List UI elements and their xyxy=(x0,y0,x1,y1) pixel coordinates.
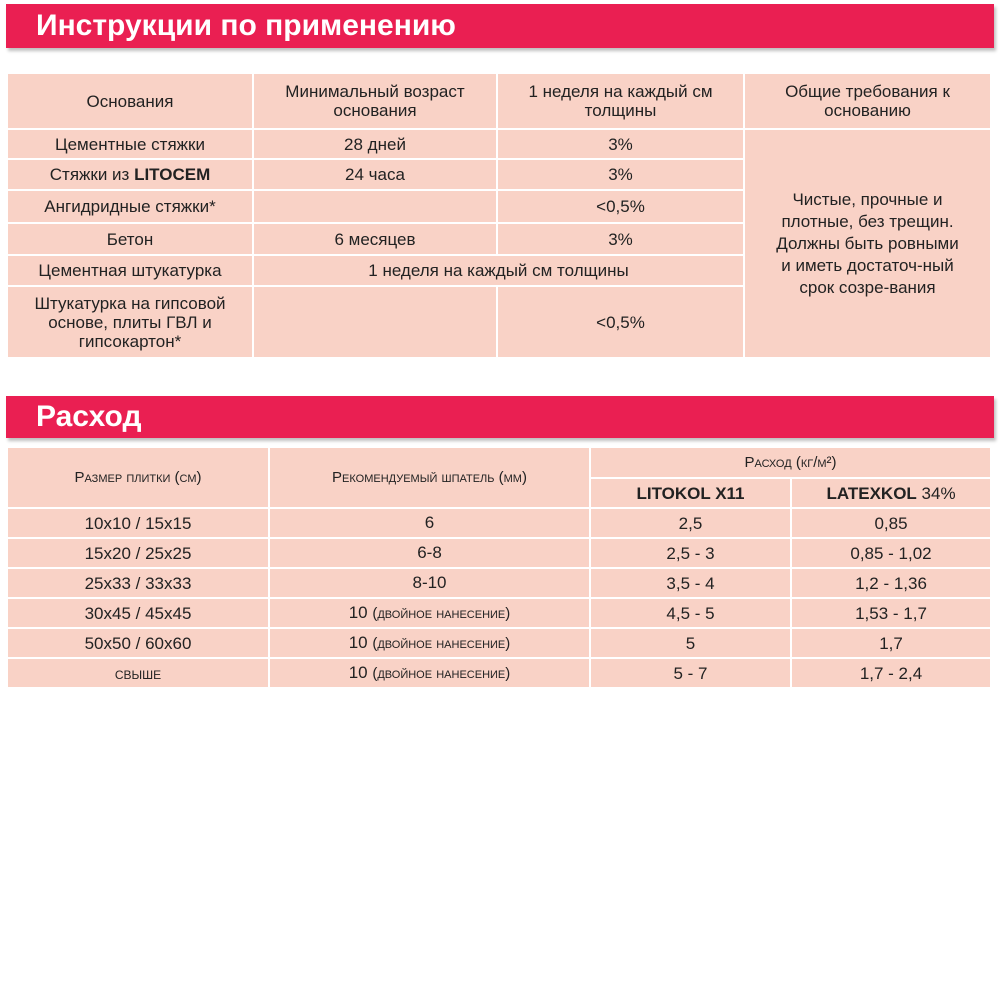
week-cell: <0,5% xyxy=(497,286,744,358)
header-cell: Общие требования к основанию xyxy=(744,73,991,129)
x11-cell: 3,5 - 4 xyxy=(590,568,791,598)
table-row xyxy=(7,598,991,628)
week-cell: 3% xyxy=(497,159,744,190)
base-cell: Цементная штукатурка xyxy=(7,255,253,286)
trowel-cell: 10 (двойное нанесение) xyxy=(269,658,590,688)
header-cell: Расход (кг/м²) xyxy=(590,447,991,478)
consumption-table xyxy=(6,446,992,689)
base-cell: Ангидридные стяжки* xyxy=(7,190,253,223)
latex-cell: 1,53 - 1,7 xyxy=(791,598,991,628)
week-cell: <0,5% xyxy=(497,190,744,223)
x11-cell: 2,5 - 3 xyxy=(590,538,791,568)
header-cell: 1 неделя на каждый см толщины xyxy=(497,73,744,129)
age-cell: 28 дней xyxy=(253,129,497,159)
latex-cell: 1,7 xyxy=(791,628,991,658)
age-cell: 6 месяцев xyxy=(253,223,497,255)
age-cell: 24 часа xyxy=(253,159,497,190)
age-cell xyxy=(253,286,497,358)
instructions-table xyxy=(6,72,992,359)
size-cell: свыше xyxy=(7,658,269,688)
header-cell: Основания xyxy=(7,73,253,129)
header-cell: Минимальный возраст основания xyxy=(253,73,497,129)
table-row xyxy=(7,129,991,159)
size-cell: 25х33 / 33х33 xyxy=(7,568,269,598)
trowel-cell: 6-8 xyxy=(269,538,590,568)
table-row xyxy=(7,538,991,568)
latex-cell: 0,85 xyxy=(791,508,991,538)
table-header-row xyxy=(7,73,991,129)
trowel-cell: 10 (двойное нанесение) xyxy=(269,628,590,658)
section-title: Расход xyxy=(36,400,142,433)
base-cell: Штукатурка на гипсовой основе, плиты ГВЛ и гипсокартон* xyxy=(7,286,253,358)
product-header: LITOKOL X11 xyxy=(590,478,791,508)
base-cell: Бетон xyxy=(7,223,253,255)
latex-cell: 0,85 - 1,02 xyxy=(791,538,991,568)
section-banner-consumption xyxy=(6,396,994,438)
section-title: Инструкции по применению xyxy=(36,9,456,42)
x11-cell: 5 - 7 xyxy=(590,658,791,688)
table-row xyxy=(7,658,991,688)
x11-cell: 5 xyxy=(590,628,791,658)
trowel-cell: 6 xyxy=(269,508,590,538)
base-cell: Стяжки из LITOCEM xyxy=(7,159,253,190)
table-header-row xyxy=(7,447,991,478)
week-cell: 3% xyxy=(497,223,744,255)
week-cell: 3% xyxy=(497,129,744,159)
trowel-cell: 8-10 xyxy=(269,568,590,598)
latex-cell: 1,2 - 1,36 xyxy=(791,568,991,598)
age-cell xyxy=(253,190,497,223)
table-row xyxy=(7,628,991,658)
product-header: LATEXKOL 34% xyxy=(791,478,991,508)
header-cell: Рекомендуемый шпатель (мм) xyxy=(269,447,590,508)
header-cell: Размер плитки (см) xyxy=(7,447,269,508)
x11-cell: 2,5 xyxy=(590,508,791,538)
size-cell: 10х10 / 15х15 xyxy=(7,508,269,538)
base-cell: Цементные стяжки xyxy=(7,129,253,159)
latex-cell: 1,7 - 2,4 xyxy=(791,658,991,688)
size-cell: 15х20 / 25х25 xyxy=(7,538,269,568)
table-row xyxy=(7,568,991,598)
x11-cell: 4,5 - 5 xyxy=(590,598,791,628)
size-cell: 30х45 / 45х45 xyxy=(7,598,269,628)
section-banner-instructions xyxy=(6,4,994,48)
trowel-cell: 10 (двойное нанесение) xyxy=(269,598,590,628)
merged-cell: 1 неделя на каждый см толщины xyxy=(253,255,744,286)
table-row xyxy=(7,508,991,538)
requirements-cell: Чистые, прочные и плотные, без трещин. Должны быть ровными и иметь достаточ-ный срок созре-вания xyxy=(744,129,991,358)
size-cell: 50х50 / 60х60 xyxy=(7,628,269,658)
